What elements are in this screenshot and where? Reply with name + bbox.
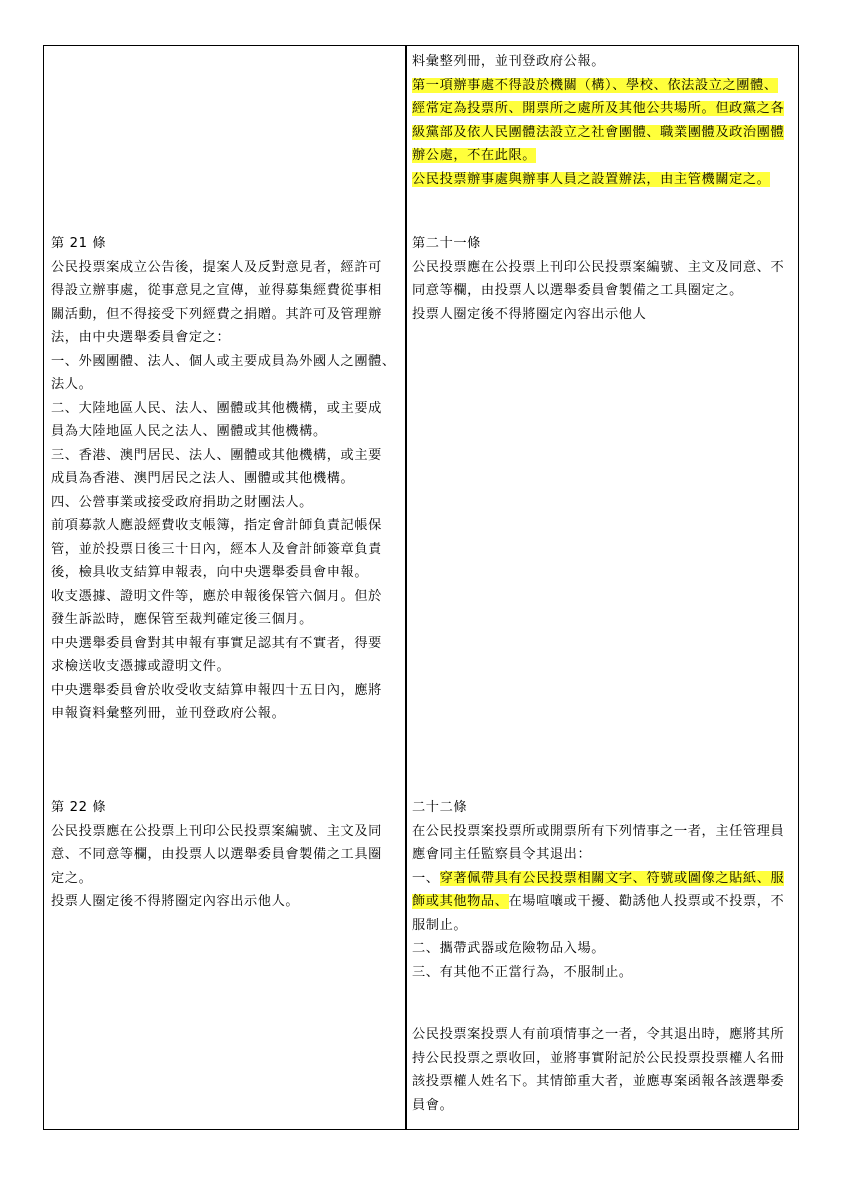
text-line [412,232,796,256]
text-line [51,890,399,914]
text-line [51,820,399,844]
line-text: 持公民投票之票收回，並將事實附記於公民投票投票權人名冊 [412,1050,785,1066]
line-text: 應會同主任監察員令其退出： [412,847,592,862]
highlighted-text: 級黨部及依人民團體法設立之社會團體、職業團體及政治團體 [412,124,785,140]
text-line [412,867,796,891]
line-text: 三、香港、澳門居民、法人、團體或其他機構，或主要 [51,447,382,463]
article-22-new-paragraph-block [412,1023,796,1117]
highlighted-text: 穿著佩帶具有公民投票相關文字、符號或圖像之貼紙、服 [439,870,785,886]
line-text: 發生訴訟時，應保管至裁判確定後三個月。 [51,612,313,627]
line-text: 四、公營事業或接受政府捐助之財團法人。 [51,494,313,510]
text-line [412,303,796,327]
text-line [412,121,796,145]
text-line [51,350,399,374]
text-line [412,1023,796,1047]
line-text: 三、有其他不正當行為，不服制止。 [412,964,633,980]
line-text: 求檢送收支憑據或證明文件。 [51,659,231,674]
text-line [412,1094,796,1118]
text-line [51,256,399,280]
article-21-old-block [51,232,399,726]
text-line [51,655,399,679]
text-line [412,796,796,820]
text-line [51,303,399,327]
text-line [51,467,399,491]
line-text: 料彙整列冊，並刊登政府公報。 [412,54,606,69]
text-line [412,937,796,961]
text-line [51,538,399,562]
text-line [51,796,399,820]
text-line [412,1070,796,1094]
line-text: 公民投票應在公投票上刊印公民投票案編號、主文及同意、不 [412,259,785,275]
text-line [412,1047,796,1071]
line-text: 在公民投票案投票所或開票所有下列情事之一者，主任管理員 [412,823,785,839]
text-line [412,144,796,168]
text-line [51,679,399,703]
article-22-new-block [412,796,796,984]
line-text: 成員為香港、澳門居民之法人、團體或其他機構。 [51,471,355,486]
article-21-new-block [412,232,796,326]
text-line [51,279,399,303]
line-text: 關活動，但不得接受下列經費之捐贈。其許可及管理辦 [51,306,382,322]
line-text: 二、攜帶武器或危險物品入場。 [412,941,606,956]
article-22-old-block [51,796,399,914]
text-line [412,914,796,938]
text-line [51,420,399,444]
text-line [412,961,796,985]
line-text: 投票人圈定後不得將圈定內容出示他人。 [51,894,300,909]
text-line [412,256,796,280]
line-text: 在場喧嚷或干擾、勸誘他人投票或不投票，不 [508,894,785,909]
line-text: 投票人圈定後不得將圈定內容出示他人 [412,306,647,322]
text-line [51,397,399,421]
line-text: 第 22 條 [51,800,107,815]
line-text: 二、大陸地區人民、法人、團體或其他機構，或主要成 [51,400,382,416]
line-text: 公民投票案投票人有前項情事之一者，令其退出時，應將其所 [412,1027,785,1042]
text-line [51,326,399,350]
text-line [412,890,796,914]
text-line [51,444,399,468]
line-text: 中央選舉委員會對其申報有事實足認其有不實者，得要 [51,635,382,651]
text-line [51,843,399,867]
line-text: 意、不同意等欄，由投票人以選舉委員會製備之工具圈 [51,847,382,862]
text-line [51,702,399,726]
line-text: 法，由中央選舉委員會定之： [51,330,231,345]
line-text: 第 21 條 [51,236,107,251]
line-text: 公民投票案成立公告後，提案人及反對意見者，經許可 [51,259,382,275]
text-line [51,373,399,397]
highlighted-text: 飾或其他物品、 [412,894,509,909]
text-line [412,843,796,867]
text-line [51,514,399,538]
text-line [412,168,796,192]
highlighted-text: 辦公處，不在此限。 [412,148,537,163]
text-line [51,632,399,656]
line-text: 員會。 [412,1097,454,1113]
text-line [51,561,399,585]
line-text: 二十二條 [412,800,468,815]
line-text: 公民投票應在公投票上刊印公民投票案編號、主文及同 [51,823,382,839]
line-text: 該投票權人姓名下。其情節重大者，並應專案函報各該選舉委 [412,1074,785,1089]
line-text: 得設立辦事處，從事意見之宣傳，並得募集經費從事相 [51,283,382,298]
text-line [412,279,796,303]
line-text: 後，檢具收支結算申報表，向中央選舉委員會申報。 [51,565,369,580]
line-text: 前項募款人應設經費收支帳簿，指定會計師負責記帳保 [51,518,382,533]
text-line [51,608,399,632]
text-line [51,491,399,515]
highlighted-text: 經常定為投票所、開票所之處所及其他公共場所。但政黨之各 [412,101,785,116]
line-text: 員為大陸地區人民之法人、團體或其他機構。 [51,424,327,439]
line-text: 收支憑據、證明文件等，應於申報後保管六個月。但於 [51,588,382,604]
line-text: 定之。 [51,870,93,886]
line-text: 一、 [412,870,440,886]
text-line [51,867,399,891]
column-divider [405,45,407,1130]
line-text: 申報資料彙整列冊，並刊登政府公報。 [51,706,286,721]
line-text: 同意等欄，由投票人以選舉委員會製備之工具圈定之。 [412,283,743,298]
text-line [51,232,399,256]
line-text: 服制止。 [412,917,468,933]
right-top-block [412,50,796,191]
highlighted-text: 公民投票辦事處與辦事人員之設置辦法，由主管機關定之。 [412,171,771,187]
line-text: 管，並於投票日後三十日內，經本人及會計師簽章負責 [51,541,382,557]
line-text: 法人。 [51,377,93,392]
line-text: 一、外國團體、法人、個人或主要成員為外國人之團體、 [51,353,396,369]
text-line [412,820,796,844]
text-line [412,50,796,74]
line-text: 第二十一條 [412,236,481,251]
text-line [412,97,796,121]
highlighted-text: 第一項辦事處不得設於機關（構）、學校、依法設立之團體、 [412,77,778,93]
line-text: 中央選舉委員會於收受收支結算申報四十五日內，應將 [51,682,382,698]
text-line [51,585,399,609]
text-line [412,74,796,98]
